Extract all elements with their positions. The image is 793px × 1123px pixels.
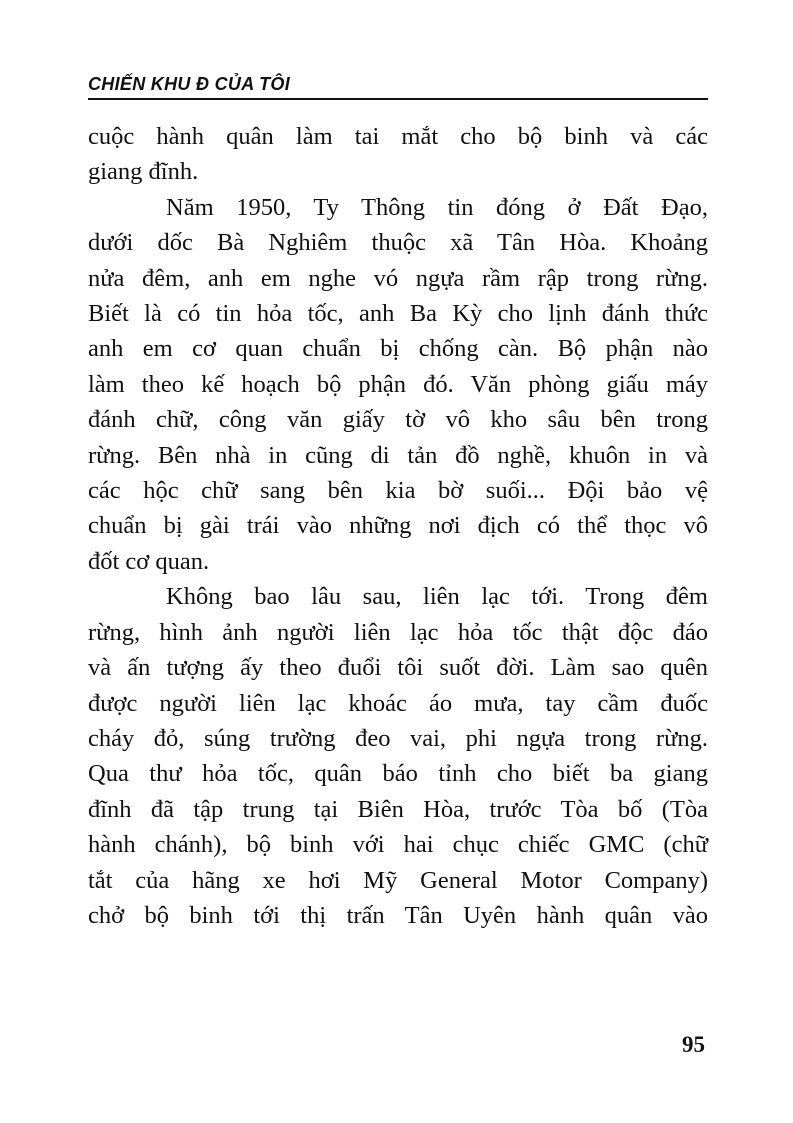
- text-line: đĩnh đã tập trung tại Biên Hòa, trước Tòa bố (Tòa: [88, 795, 708, 823]
- text-line: hành chánh), bộ binh với hai chục chiếc GMC (chữ: [88, 831, 708, 859]
- text-line: rừng, hình ảnh người liên lạc hỏa tốc thật độc đáo: [88, 618, 708, 646]
- text-line: chuẩn bị gài trái vào những nơi địch có thể thọc vô: [88, 512, 708, 540]
- text-line: anh em cơ quan chuẩn bị chống càn. Bộ phận nào: [88, 335, 708, 363]
- paragraph-3: [88, 579, 708, 933]
- text-line: Qua thư hỏa tốc, quân báo tỉnh cho biết ba giang: [88, 760, 708, 788]
- text-line: giang đĩnh.: [88, 158, 199, 186]
- text-line: đốt cơ quan.: [88, 547, 210, 575]
- body-text: [88, 119, 708, 933]
- text-line: làm theo kế hoạch bộ phận đó. Văn phòng giấu máy: [88, 370, 708, 398]
- text-line: chở bộ binh tới thị trấn Tân Uyên hành quân vào: [88, 901, 708, 929]
- text-line: Biết là có tin hỏa tốc, anh Ba Kỳ cho lịnh đánh thức: [88, 300, 708, 328]
- text-line: rừng. Bên nhà in cũng di tản đồ nghề, khuôn in và: [88, 441, 708, 469]
- running-header-title: CHIẾN KHU Đ CỦA TÔI: [88, 74, 291, 94]
- header-rule: [88, 98, 708, 100]
- paragraph-2: [88, 190, 708, 579]
- text-line: nửa đêm, anh em nghe vó ngựa rầm rập trong rừng.: [88, 264, 708, 292]
- paragraph-1: [88, 119, 708, 190]
- text-line: Không bao lâu sau, liên lạc tới. Trong đêm: [166, 583, 708, 611]
- text-line: và ấn tượng ấy theo đuổi tôi suốt đời. Làm sao quên: [88, 654, 708, 682]
- text-line: tắt của hãng xe hơi Mỹ General Motor Company): [88, 866, 708, 894]
- page-number: 95: [682, 1032, 705, 1057]
- text-line: Năm 1950, Ty Thông tin đóng ở Đất Đạo,: [166, 193, 708, 221]
- text-line: đánh chữ, công văn giấy tờ vô kho sâu bên trong: [88, 406, 708, 434]
- running-header: [88, 72, 708, 98]
- text-line: các hộc chữ sang bên kia bờ suối... Đội bảo vệ: [88, 477, 708, 505]
- text-line: được người liên lạc khoác áo mưa, tay cầm đuốc: [88, 689, 708, 717]
- text-line: dưới dốc Bà Nghiêm thuộc xã Tân Hòa. Khoảng: [88, 229, 708, 257]
- text-line: cuộc hành quân làm tai mắt cho bộ binh và các: [88, 123, 708, 150]
- text-line: cháy đỏ, súng trường đeo vai, phi ngựa trong rừng.: [88, 724, 708, 752]
